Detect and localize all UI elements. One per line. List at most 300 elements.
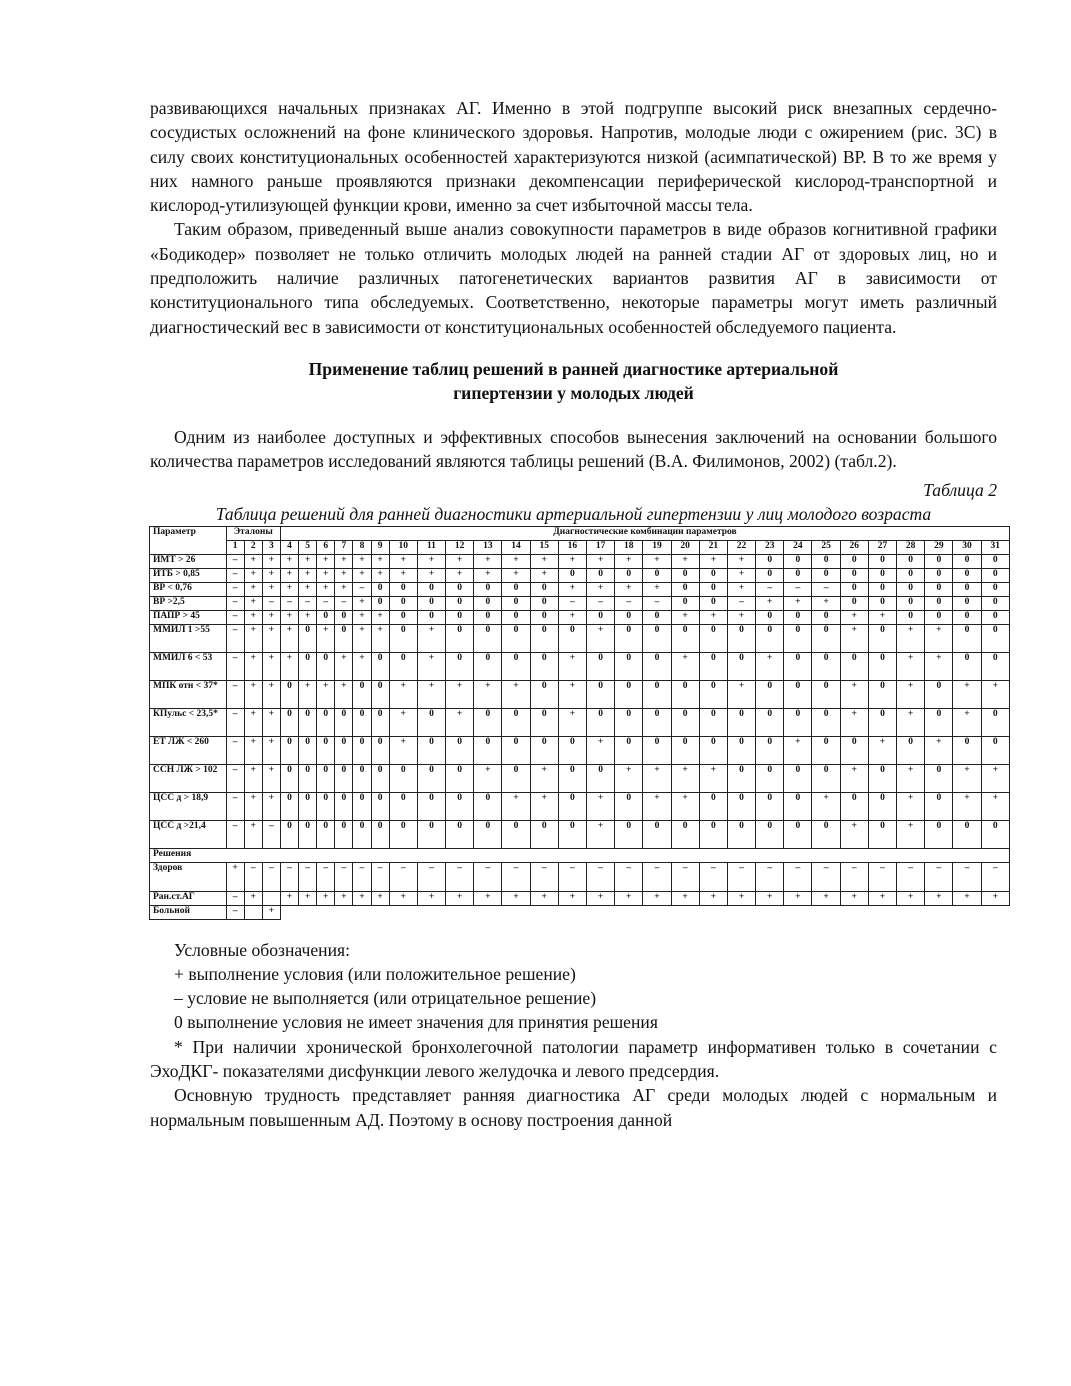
- table-cell: –: [317, 862, 335, 891]
- table-cell: 0: [474, 820, 502, 848]
- table-cell: +: [371, 568, 389, 582]
- table-cell: 0: [812, 652, 840, 680]
- table-cell: +: [417, 554, 445, 568]
- table-cell: 0: [840, 652, 868, 680]
- table-cell: –: [353, 582, 371, 596]
- table-cell: –: [226, 568, 244, 582]
- column-number: 30: [953, 540, 981, 554]
- table-cell: 0: [417, 582, 445, 596]
- table-cell: 0: [417, 708, 445, 736]
- table-cell: 0: [335, 610, 353, 624]
- table-cell: +: [925, 891, 953, 905]
- table-cell: 0: [474, 596, 502, 610]
- table-cell: +: [389, 680, 417, 708]
- table-cell: –: [643, 596, 671, 610]
- table-cell: +: [353, 568, 371, 582]
- table-cell: 0: [897, 736, 925, 764]
- table-cell: –: [335, 862, 353, 891]
- table-cell: 0: [756, 708, 784, 736]
- table-cell: 0: [317, 652, 335, 680]
- row-label: ЦСС д > 18,9: [150, 792, 227, 820]
- table-cell: 0: [317, 792, 335, 820]
- table-cell: +: [897, 820, 925, 848]
- table-cell: +: [643, 764, 671, 792]
- table-row: [150, 764, 1010, 792]
- table-row: [150, 891, 1010, 905]
- table-cell: 0: [756, 554, 784, 568]
- header-parameter: Параметр: [150, 526, 227, 554]
- table-cell: 0: [446, 624, 474, 652]
- header-combinations: Диагностические комбинации параметров: [280, 526, 1009, 540]
- table-cell: 0: [840, 792, 868, 820]
- table-cell: 0: [840, 568, 868, 582]
- table-cell: 0: [897, 568, 925, 582]
- table-cell: +: [474, 764, 502, 792]
- table-cell: 0: [671, 736, 699, 764]
- table-cell: 0: [925, 820, 953, 848]
- table-cell: –: [226, 820, 244, 848]
- table-cell: 0: [812, 764, 840, 792]
- table-cell: +: [353, 554, 371, 568]
- header-standards: Эталоны: [226, 526, 280, 540]
- table-cell: –: [727, 596, 755, 610]
- section-heading-line: гипертензии у молодых людей: [453, 382, 694, 403]
- table-cell: 0: [299, 624, 317, 652]
- table-cell: –: [226, 736, 244, 764]
- table-cell: 0: [925, 554, 953, 568]
- table-cell: 0: [671, 680, 699, 708]
- table-cell: 0: [317, 736, 335, 764]
- table-cell: 0: [474, 624, 502, 652]
- table-cell: 0: [897, 582, 925, 596]
- row-label: Ран.ст.АГ: [150, 891, 227, 905]
- table-caption: Таблица решений для ранней диагностики артериальной гипертензии у лиц молодого возраста: [215, 503, 932, 524]
- table-cell: [244, 905, 262, 919]
- table-cell: 0: [727, 652, 755, 680]
- table-cell: +: [262, 736, 280, 764]
- table-cell: 0: [868, 680, 896, 708]
- table-cell: 0: [280, 736, 298, 764]
- paragraph: развивающихся начальных признаках АГ. Именно в этой подгруппе высокий риск внезапных сердечно-сосудистых осложнений на фоне клинического здоровья. Напротив, молодые люди с ожирением (рис. 3С) в силу своих конституциональных особенностей характеризуются низкой (асимпатической) ВР. В то же время у них намного раньше проявляются признаки декомпенсации периферической кислород-транспортной и кислород-утилизующей функции крови, именно за счет избыточной массы тела.: [150, 98, 997, 216]
- table-cell: 0: [530, 680, 558, 708]
- table-cell: 0: [953, 596, 981, 610]
- table-cell: 0: [953, 582, 981, 596]
- table-cell: 0: [335, 736, 353, 764]
- table-cell: 0: [299, 652, 317, 680]
- table-cell: 0: [953, 624, 981, 652]
- table-cell: 0: [981, 624, 1009, 652]
- table-cell: 0: [417, 736, 445, 764]
- table-cell: +: [389, 736, 417, 764]
- table-cell: +: [262, 652, 280, 680]
- table-cell: +: [502, 568, 530, 582]
- table-cell: +: [299, 554, 317, 568]
- column-number: 7: [335, 540, 353, 554]
- column-number: 4: [280, 540, 298, 554]
- column-number: 5: [299, 540, 317, 554]
- table-cell: +: [280, 568, 298, 582]
- table-cell: +: [558, 582, 586, 596]
- table-cell: 0: [417, 820, 445, 848]
- table-cell: +: [280, 610, 298, 624]
- table-cell: +: [244, 891, 262, 905]
- table-cell: 0: [474, 582, 502, 596]
- table-row: [150, 680, 1010, 708]
- column-number: 10: [389, 540, 417, 554]
- table-cell: 0: [812, 820, 840, 848]
- table-cell: 0: [784, 652, 812, 680]
- table-cell: 0: [586, 568, 614, 582]
- table-cell: 0: [868, 568, 896, 582]
- table-cell: 0: [756, 820, 784, 848]
- table-cell: –: [812, 582, 840, 596]
- table-cell: +: [417, 624, 445, 652]
- table-cell: 0: [897, 596, 925, 610]
- table-cell: 0: [953, 652, 981, 680]
- table-cell: –: [756, 862, 784, 891]
- table-cell: 0: [699, 568, 727, 582]
- table-cell: 0: [299, 820, 317, 848]
- table-row: [150, 596, 1010, 610]
- table-cell: 0: [586, 708, 614, 736]
- table-cell: +: [317, 568, 335, 582]
- table-cell: +: [371, 554, 389, 568]
- table-cell: 0: [671, 596, 699, 610]
- column-number: 28: [897, 540, 925, 554]
- table-cell: 0: [530, 652, 558, 680]
- table-row: [150, 652, 1010, 680]
- table-cell: +: [244, 820, 262, 848]
- table-cell: +: [530, 891, 558, 905]
- table-cell: 0: [925, 680, 953, 708]
- table-cell: 0: [643, 652, 671, 680]
- table-cell: 0: [643, 820, 671, 848]
- table-cell: 0: [474, 652, 502, 680]
- table-cell: 0: [812, 568, 840, 582]
- table-cell: 0: [812, 708, 840, 736]
- table-cell: +: [897, 624, 925, 652]
- table-cell: 0: [925, 596, 953, 610]
- table-cell: +: [299, 610, 317, 624]
- column-number: 8: [353, 540, 371, 554]
- table-cell: 0: [868, 820, 896, 848]
- table-cell: 0: [756, 568, 784, 582]
- table-row: [150, 820, 1010, 848]
- table-cell: +: [558, 891, 586, 905]
- table-cell: 0: [502, 708, 530, 736]
- table-cell: 0: [530, 596, 558, 610]
- table-cell: +: [371, 891, 389, 905]
- row-label: ВР >2,5: [150, 596, 227, 610]
- table-cell: 0: [784, 680, 812, 708]
- table-cell: +: [981, 792, 1009, 820]
- table-cell: 0: [699, 792, 727, 820]
- column-number: 17: [586, 540, 614, 554]
- solutions-label: Решения: [150, 848, 1010, 862]
- table-cell: 0: [474, 610, 502, 624]
- table-cell: +: [530, 568, 558, 582]
- table-cell: 0: [925, 764, 953, 792]
- column-number: 26: [840, 540, 868, 554]
- table-cell: +: [727, 568, 755, 582]
- table-cell: +: [474, 554, 502, 568]
- table-cell: 0: [953, 820, 981, 848]
- table-cell: 0: [699, 596, 727, 610]
- table-cell: 0: [371, 708, 389, 736]
- table-cell: +: [280, 554, 298, 568]
- table-cell: 0: [643, 568, 671, 582]
- table-cell: +: [262, 680, 280, 708]
- row-label: ИТБ > 0,85: [150, 568, 227, 582]
- table-cell: +: [586, 891, 614, 905]
- table-cell: 0: [756, 736, 784, 764]
- table-cell: 0: [671, 568, 699, 582]
- table-cell: +: [244, 624, 262, 652]
- table-cell: 0: [981, 708, 1009, 736]
- table-cell: –: [446, 862, 474, 891]
- table-cell: +: [953, 708, 981, 736]
- table-cell: 0: [981, 652, 1009, 680]
- table-cell: +: [262, 624, 280, 652]
- table-cell: 0: [558, 792, 586, 820]
- table-cell: +: [262, 554, 280, 568]
- table-cell: +: [671, 891, 699, 905]
- column-number: 20: [671, 540, 699, 554]
- table-cell: +: [502, 680, 530, 708]
- table-cell: +: [446, 568, 474, 582]
- table-cell: +: [586, 624, 614, 652]
- table-cell: 0: [389, 764, 417, 792]
- table-cell: 0: [643, 680, 671, 708]
- table-cell: 0: [558, 736, 586, 764]
- table-cell: –: [226, 891, 244, 905]
- row-label: ММИЛ 6 < 53: [150, 652, 227, 680]
- table-cell: +: [335, 568, 353, 582]
- table-cell: +: [262, 610, 280, 624]
- table-cell: +: [727, 582, 755, 596]
- table-cell: 0: [586, 680, 614, 708]
- table-row: [150, 736, 1010, 764]
- table-cell: +: [417, 680, 445, 708]
- table-cell: 0: [727, 764, 755, 792]
- table-cell: –: [417, 862, 445, 891]
- table-cell: 0: [953, 554, 981, 568]
- table-cell: +: [953, 680, 981, 708]
- table-cell: 0: [417, 610, 445, 624]
- table-cell: 0: [671, 624, 699, 652]
- table-cell: 0: [784, 624, 812, 652]
- table-cell: –: [981, 862, 1009, 891]
- table-cell: –: [335, 596, 353, 610]
- paragraph: Основную трудность представляет ранняя диагностика АГ среди молодых людей с нормальным и нормальным повышенным АД. Поэтому в основу построения данной: [150, 1085, 997, 1130]
- table-cell: –: [226, 764, 244, 792]
- column-number: 1: [226, 540, 244, 554]
- table-cell: +: [727, 610, 755, 624]
- table-cell: +: [558, 554, 586, 568]
- table-cell: 0: [280, 820, 298, 848]
- table-cell: +: [280, 652, 298, 680]
- table-cell: –: [530, 862, 558, 891]
- table-cell: 0: [981, 582, 1009, 596]
- table-cell: 0: [353, 736, 371, 764]
- table-cell: 0: [335, 624, 353, 652]
- table-cell: 0: [335, 764, 353, 792]
- table-cell: +: [530, 554, 558, 568]
- table-cell: 0: [299, 764, 317, 792]
- table-cell: 0: [925, 610, 953, 624]
- table-cell: –: [226, 624, 244, 652]
- table-cell: 0: [699, 708, 727, 736]
- table-cell: 0: [784, 764, 812, 792]
- table-number: Таблица 2: [923, 479, 997, 500]
- table-cell: –: [389, 862, 417, 891]
- table-cell: +: [981, 680, 1009, 708]
- table-cell: +: [615, 891, 643, 905]
- table-cell: –: [474, 862, 502, 891]
- table-cell: 0: [586, 610, 614, 624]
- table-cell: +: [446, 891, 474, 905]
- column-number: 18: [615, 540, 643, 554]
- table-cell: 0: [840, 582, 868, 596]
- table-cell: +: [671, 554, 699, 568]
- table-cell: 0: [502, 582, 530, 596]
- table-cell: 0: [840, 554, 868, 568]
- table-cell: 0: [586, 652, 614, 680]
- table-cell: 0: [474, 792, 502, 820]
- table-cell: 0: [335, 708, 353, 736]
- table-cell: 0: [371, 680, 389, 708]
- table-cell: 0: [371, 596, 389, 610]
- table-cell: +: [446, 708, 474, 736]
- table-cell: 0: [756, 624, 784, 652]
- legend-item: + выполнение условия (или положительное решение): [174, 963, 576, 984]
- table-cell: 0: [981, 610, 1009, 624]
- row-label: ММИЛ 1 >55: [150, 624, 227, 652]
- table-cell: +: [502, 792, 530, 820]
- table-cell: 0: [981, 596, 1009, 610]
- table-cell: +: [371, 610, 389, 624]
- table-cell: 0: [981, 820, 1009, 848]
- table-cell: +: [244, 708, 262, 736]
- table-cell: +: [897, 764, 925, 792]
- table-cell: +: [981, 891, 1009, 905]
- table-cell: 0: [784, 792, 812, 820]
- table-cell: –: [353, 862, 371, 891]
- table-cell: +: [244, 596, 262, 610]
- table-cell: +: [784, 736, 812, 764]
- table-cell: –: [868, 862, 896, 891]
- table-header-row: [150, 526, 1010, 540]
- table-cell: –: [262, 820, 280, 848]
- table-cell: –: [226, 652, 244, 680]
- table-cell: 0: [502, 820, 530, 848]
- table-cell: +: [699, 610, 727, 624]
- table-cell: 0: [335, 820, 353, 848]
- table-cell: 0: [558, 568, 586, 582]
- legend-footnote: * При наличии хронической бронхолегочной патологии параметр информативен только в сочетании с ЭхоДКГ- показателями дисфункции левого желудочка и левого предсердия.: [150, 1036, 997, 1082]
- table-cell: +: [643, 891, 671, 905]
- table-cell: +: [335, 554, 353, 568]
- table-cell: +: [784, 596, 812, 610]
- table-cell: –: [317, 596, 335, 610]
- table-cell: +: [280, 582, 298, 596]
- table-row: [150, 708, 1010, 736]
- table-cell: +: [299, 582, 317, 596]
- table-cell: +: [502, 554, 530, 568]
- table-cell: +: [502, 891, 530, 905]
- table-cell: 0: [389, 582, 417, 596]
- table-cell: 0: [446, 820, 474, 848]
- table-cell: 0: [530, 624, 558, 652]
- table-cell: +: [335, 891, 353, 905]
- table-cell: +: [474, 568, 502, 582]
- table-cell: –: [840, 862, 868, 891]
- table-cell: +: [530, 764, 558, 792]
- table-cell: –: [671, 862, 699, 891]
- table-cell: +: [353, 596, 371, 610]
- table-cell: –: [226, 582, 244, 596]
- table-cell: +: [244, 652, 262, 680]
- table-cell: –: [262, 862, 280, 891]
- table-cell: +: [840, 610, 868, 624]
- column-number: 13: [474, 540, 502, 554]
- table-cell: 0: [615, 652, 643, 680]
- table-cell: –: [226, 792, 244, 820]
- table-cell: +: [389, 708, 417, 736]
- table-cell: +: [840, 820, 868, 848]
- table-cell: +: [530, 792, 558, 820]
- table-cell: +: [586, 820, 614, 848]
- table-cell: 0: [953, 736, 981, 764]
- table-cell: 0: [530, 820, 558, 848]
- column-number: 24: [784, 540, 812, 554]
- table-cell: –: [953, 862, 981, 891]
- table-cell: 0: [615, 792, 643, 820]
- table-cell: –: [615, 596, 643, 610]
- table-cell: 0: [371, 764, 389, 792]
- table-cell: 0: [446, 764, 474, 792]
- table-cell: –: [226, 680, 244, 708]
- table-cell: 0: [925, 582, 953, 596]
- column-number: 25: [812, 540, 840, 554]
- table-cell: 0: [371, 652, 389, 680]
- table-cell: 0: [812, 610, 840, 624]
- table-cell: +: [244, 568, 262, 582]
- table-cell: +: [262, 764, 280, 792]
- table-cell: 0: [530, 610, 558, 624]
- table-cell: +: [897, 792, 925, 820]
- table-cell: +: [699, 554, 727, 568]
- table-cell: –: [299, 862, 317, 891]
- table-cell: 0: [868, 764, 896, 792]
- legend-title: Условные обозначения:: [174, 939, 350, 960]
- table-cell: 0: [530, 736, 558, 764]
- table-cell: 0: [371, 736, 389, 764]
- table-cell: 0: [299, 736, 317, 764]
- table-cell: +: [353, 610, 371, 624]
- row-label: Больной: [150, 905, 227, 919]
- table-cell: –: [280, 862, 298, 891]
- table-cell: 0: [699, 582, 727, 596]
- table-cell: +: [727, 680, 755, 708]
- table-cell: +: [446, 680, 474, 708]
- table-cell: +: [389, 554, 417, 568]
- table-cell: 0: [643, 708, 671, 736]
- column-number: 19: [643, 540, 671, 554]
- table-cell: 0: [615, 610, 643, 624]
- table-cell: 0: [353, 680, 371, 708]
- table-cell: –: [244, 862, 262, 891]
